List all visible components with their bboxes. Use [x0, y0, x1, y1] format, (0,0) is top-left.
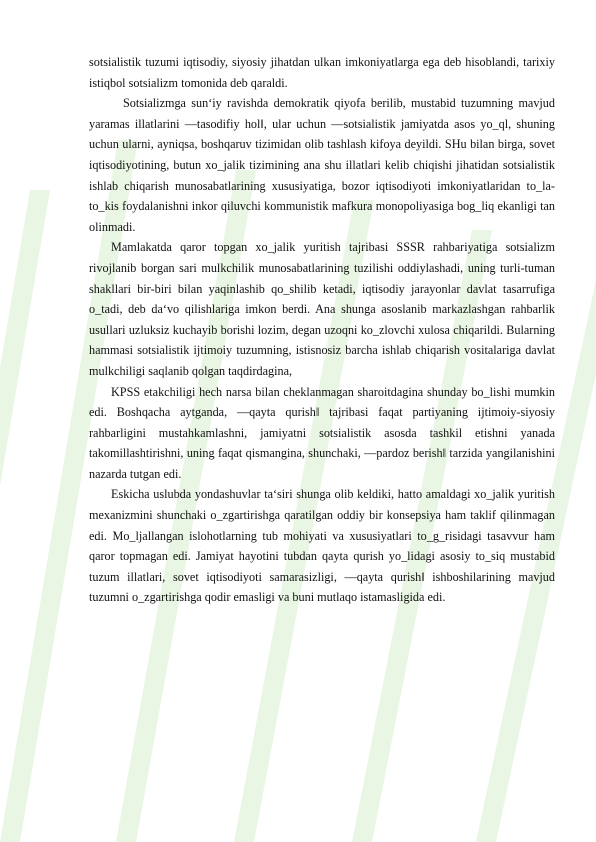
paragraph-2: Sotsializmga sun‘iy ravishda demokratik qiyofa berilib, mustabid tuzumning mavjud yaramas illatlarini ―tasodifiy hol‖, ular uchun ―sotsialistik jamiyatda asos yo_ql, shuning uchun ularni, ayniqsa, boshqaruv tizimidan olib tashlash kifoya deyildi. SHu bilan birga, sovet iqtisodiyotining, butun xo_jalik tizimining ana shu illatlari kelib chiqishi jihatidan sotsialistik ishlab chiqarish munosabatlarining xususiyatiga, bozor iqtisodiyoti imkoniyatlaridan to_la-to_kis foydalanishni inkor qiluvchi kommunistik mafkura monopoliyasiga bog_liq ekanligi tan olinmadi. [89, 96, 555, 234]
paragraph-3: Mamlakatda qaror topgan xo_jalik yuritish tajribasi SSSR rahbariyatiga sotsializm rivojlanib borgan sari mulkchilik munosabatlarining tuzilishi oddiylashadi, uning turli-tuman shakllari bir-biri bilan yaqinlashib qo_shilib ketadi, iqtisodiy jarayonlar davlat tasarrufiga o_tadi, deb da‘vo qilishlariga imkon berdi. Ana shunga asoslanib markazlashgan rahbarlik usullari uzluksiz kuchayib borishi lozim, degan uzoqni ko_zlovchi xulosa chiqarildi. Bularning hammasi sotsialistik ijtimoiy tuzumning, istisnosiz barcha ishlab chiqarish vositalariga davlat mulkchiligi saqlanib qolgan taqdirdagina, [89, 240, 555, 378]
document-page [89, 52, 555, 608]
paragraph-1: sotsialistik tuzumi iqtisodiy, siyosiy jihatdan ulkan imkoniyatlarga ega deb hisoblandi, tarixiy istiqbol sotsializm tomonida deb qaraldi. [89, 55, 555, 90]
paragraph-5: Eskicha uslubda yondashuvlar ta‘siri shunga olib keldiki, hatto amaldagi xo_jalik yuritish mexanizmini shunchaki o_zgartirishga qaratilgan oddiy bir konsepsiya ham taklif qilinmagan edi. Mo_ljallangan islohotlarning tub mohiyati va xususiyatlari to_g_risidagi tasavvur ham qaror topmagan edi. Jamiyat hayotini tubdan qayta qurish yo_lidagi asosiy to_siq mustabid tuzum illatlari, sovet iqtisodiyoti samarasizligi, ―qayta qurish‖ ishboshilarining mavjud tuzumni o_zgartirishga qodir emasligi va buni mutlaqo istamasligida edi. [89, 487, 555, 605]
paragraph-4: KPSS etakchiligi hech narsa bilan cheklanmagan sharoitdagina shunday bo_lishi mumkin edi. Boshqacha aytganda, ―qayta qurish‖ tajribasi faqat partiyaning ijtimoiy-siyosiy rahbarligini mustahkamlashni, jamiyatni sotsialistik asosda tashkil etishni yanada takomillashtirishni, uning faqat qismangina, shunchaki, ―pardoz berish‖ tarzida yangilanishini nazarda tutgan edi. [89, 384, 555, 481]
